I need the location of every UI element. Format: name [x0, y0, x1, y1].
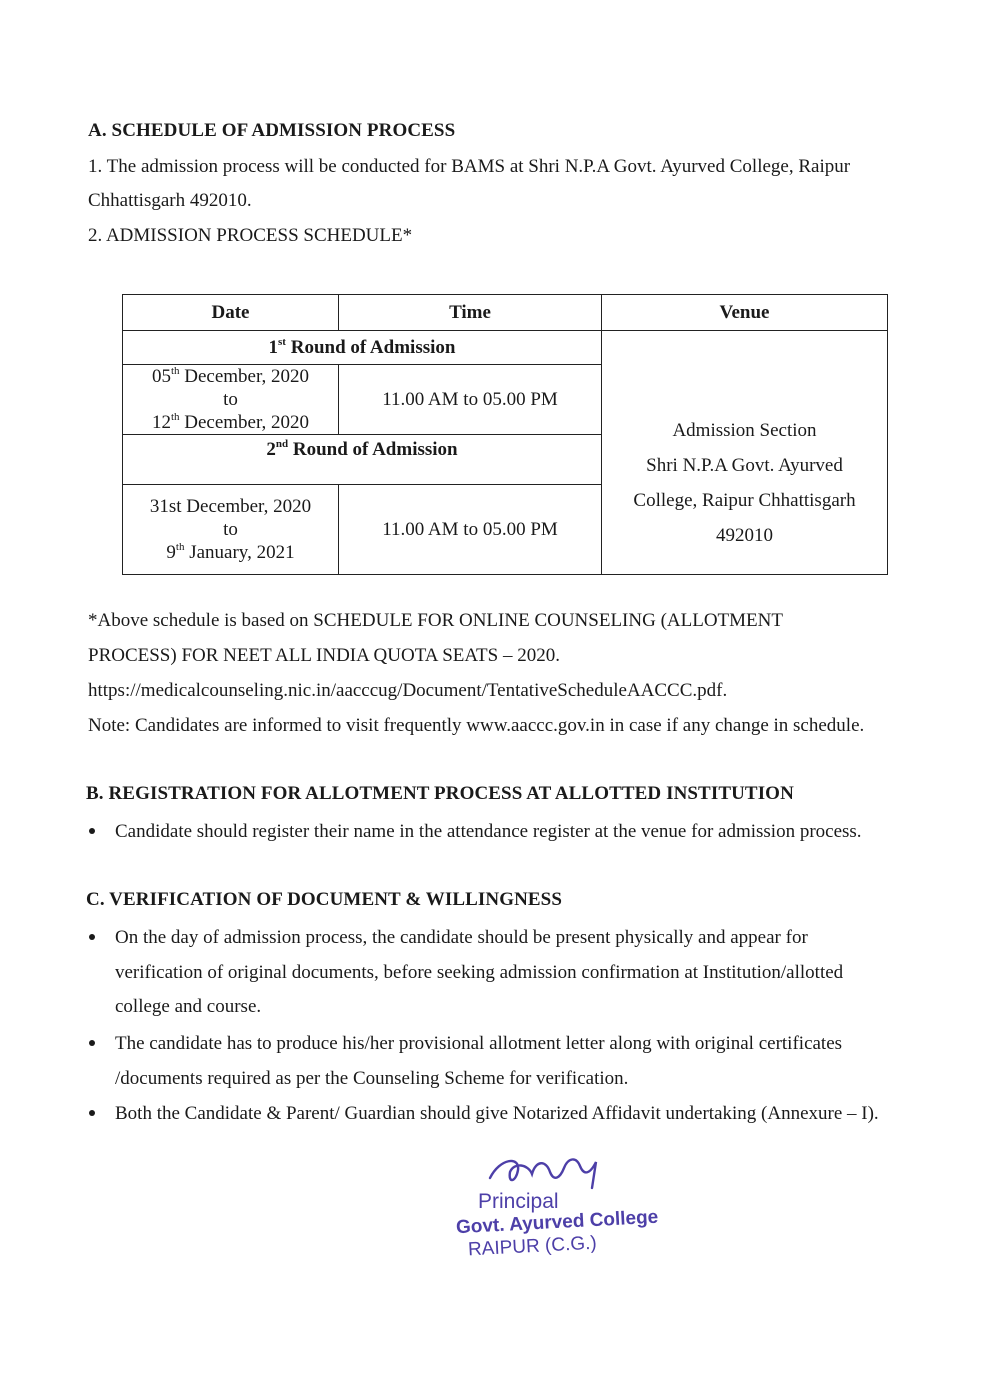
venue-line: College, Raipur Chhattisgarh: [633, 489, 856, 511]
stamp-line3: RAIPUR (C.G.): [467, 1232, 598, 1261]
schedule-table: [122, 294, 888, 575]
venue-line: Shri N.P.A Govt. Ayurved: [646, 454, 843, 476]
bullet-icon: [89, 1040, 95, 1046]
round1-label: 1st Round of Admission: [123, 331, 602, 365]
round2-date-end: 9th January, 2021: [166, 541, 295, 563]
round2-date-start: 31st December, 2020: [149, 496, 312, 517]
venue-line: Admission Section: [672, 419, 817, 441]
section-a-item1-line1: 1. The admission process will be conducted for BAMS at Shri N.P.A Govt. Ayurved College, Raipur: [88, 156, 851, 177]
header-time: Time: [339, 295, 602, 331]
round2-label: 2nd Round of Admission: [123, 435, 602, 485]
round1-to: to: [223, 389, 238, 410]
round1-date-cell: [123, 365, 339, 435]
bullet-icon: [89, 828, 95, 834]
section-c-bullet3: Both the Candidate & Parent/ Guardian should give Notarized Affidavit undertaking (Annexure – I).: [115, 1103, 879, 1124]
round1-date-end: 12th December, 2020: [151, 411, 310, 433]
note-url: https://medicalcounseling.nic.in/aacccug/Document/TentativeScheduleAACCC.pdf.: [88, 680, 728, 701]
section-a-item1-line2: Chhattisgarh 492010.: [88, 190, 252, 211]
table-header-row: [123, 295, 888, 331]
stamp-line1: Principal: [478, 1190, 559, 1213]
bullet-icon: [89, 1110, 95, 1116]
section-c-heading: C. VERIFICATION OF DOCUMENT & WILLINGNESS: [86, 889, 563, 910]
venue-line: 492010: [716, 524, 773, 546]
section-c-bullet1-line1: On the day of admission process, the candidate should be present physically and appear for: [115, 927, 808, 948]
venue-cell: [602, 331, 888, 575]
round1-time: 11.00 AM to 05.00 PM: [339, 365, 602, 435]
note-schedule-line1: *Above schedule is based on SCHEDULE FOR ONLINE COUNSELING (ALLOTMENT: [88, 610, 783, 631]
round2-to: to: [223, 519, 238, 540]
note-schedule-line2: PROCESS) FOR NEET ALL INDIA QUOTA SEATS – 2020.: [88, 645, 560, 666]
header-venue: Venue: [602, 295, 888, 331]
section-c-bullet2-line1: The candidate has to produce his/her provisional allotment letter along with original certificates: [115, 1033, 843, 1054]
section-a-item2: 2. ADMISSION PROCESS SCHEDULE*: [88, 225, 413, 246]
round1-row: [123, 331, 888, 365]
stamp-line2: Govt. Ayurved College: [455, 1206, 659, 1239]
note-visit: Note: Candidates are informed to visit frequently www.aaccc.gov.in in case if any change in schedule.: [88, 715, 865, 736]
round1-date-start: 05th December, 2020: [151, 365, 310, 387]
section-b-heading: B. REGISTRATION FOR ALLOTMENT PROCESS AT ALLOTTED INSTITUTION: [86, 783, 794, 804]
section-c-bullet2-line2: /documents required as per the Counseling Scheme for verification.: [115, 1068, 629, 1089]
header-date: Date: [123, 295, 339, 331]
round2-time: 11.00 AM to 05.00 PM: [339, 485, 602, 575]
bullet-icon: [89, 934, 95, 940]
section-c-bullet1-line2: verification of original documents, before seeking admission confirmation at Institution/allotted: [115, 962, 844, 983]
section-b-bullet1: Candidate should register their name in the attendance register at the venue for admission process.: [115, 821, 862, 842]
round2-date-cell: [123, 485, 339, 575]
section-c-bullet1-line3: college and course.: [115, 996, 262, 1017]
section-a-heading: A. SCHEDULE OF ADMISSION PROCESS: [88, 120, 456, 141]
